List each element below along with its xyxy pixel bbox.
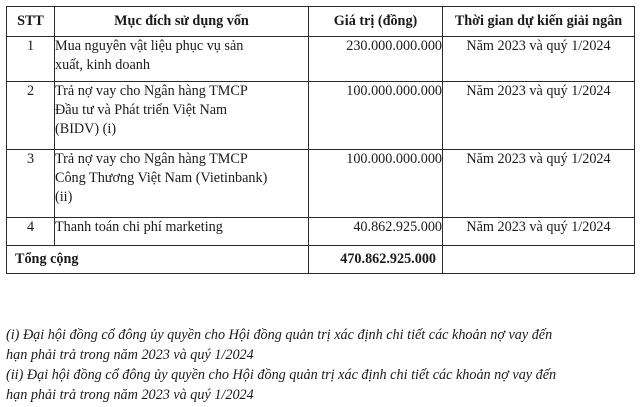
row-time: Năm 2023 và quý 1/2024 xyxy=(443,218,635,246)
purpose-line: Đầu tư và Phát triển Việt Nam xyxy=(55,102,228,118)
header-time: Thời gian dự kiến giải ngân xyxy=(443,7,635,37)
row-time: Năm 2023 và quý 1/2024 xyxy=(443,37,635,82)
footnote-line: (i) Đại hội đồng cổ đông ủy quyền cho Hội đồng quản trị xác định chi tiết các khoản nợ vay đến xyxy=(6,327,553,343)
purpose-line: (BIDV) (i) xyxy=(55,121,117,137)
capital-allocation-table xyxy=(6,6,635,274)
row-time: Năm 2023 và quý 1/2024 xyxy=(443,82,635,150)
header-stt: STT xyxy=(7,7,55,37)
row-stt: 4 xyxy=(7,218,55,246)
row-value: 100.000.000.000 xyxy=(309,150,443,218)
purpose-line: Mua nguyên vật liệu phục vụ sản xyxy=(55,38,244,54)
table-row xyxy=(7,218,635,246)
footnote-ii xyxy=(6,365,634,405)
purpose-line: (ii) xyxy=(55,189,73,205)
row-value: 230.000.000.000 xyxy=(309,37,443,82)
row-purpose xyxy=(55,150,309,218)
row-time: Năm 2023 và quý 1/2024 xyxy=(443,150,635,218)
footnote-line: (ii) Đại hội đồng cổ đông ủy quyền cho Hội đồng quản trị xác định chi tiết các khoản nợ vay đến xyxy=(6,367,557,383)
row-purpose xyxy=(55,218,309,246)
table-row xyxy=(7,150,635,218)
total-label: Tổng cộng xyxy=(7,246,309,274)
footnotes xyxy=(6,325,634,405)
purpose-line: xuất, kinh doanh xyxy=(55,57,150,73)
row-purpose xyxy=(55,37,309,82)
row-stt: 2 xyxy=(7,82,55,150)
total-empty-cell xyxy=(443,246,635,274)
header-purpose: Mục đích sử dụng vốn xyxy=(55,7,309,37)
total-row xyxy=(7,246,635,274)
total-value: 470.862.925.000 xyxy=(309,246,443,274)
purpose-line: Công Thương Việt Nam (Vietinbank) xyxy=(55,170,268,186)
footnote-line: hạn phải trả trong năm 2023 và quý 1/2024 xyxy=(6,347,254,363)
row-stt: 1 xyxy=(7,37,55,82)
row-value: 100.000.000.000 xyxy=(309,82,443,150)
purpose-line: Trả nợ vay cho Ngân hàng TMCP xyxy=(55,151,248,167)
purpose-line: Thanh toán chi phí marketing xyxy=(55,219,223,235)
purpose-line: Trả nợ vay cho Ngân hàng TMCP xyxy=(55,83,248,99)
table-header-row xyxy=(7,7,635,37)
footnote-line: hạn phải trả trong năm 2023 và quý 1/2024 xyxy=(6,387,254,403)
row-stt: 3 xyxy=(7,150,55,218)
header-value: Giá trị (đồng) xyxy=(309,7,443,37)
table-row xyxy=(7,82,635,150)
footnote-i xyxy=(6,325,634,365)
row-purpose xyxy=(55,82,309,150)
table-row xyxy=(7,37,635,82)
row-value: 40.862.925.000 xyxy=(309,218,443,246)
